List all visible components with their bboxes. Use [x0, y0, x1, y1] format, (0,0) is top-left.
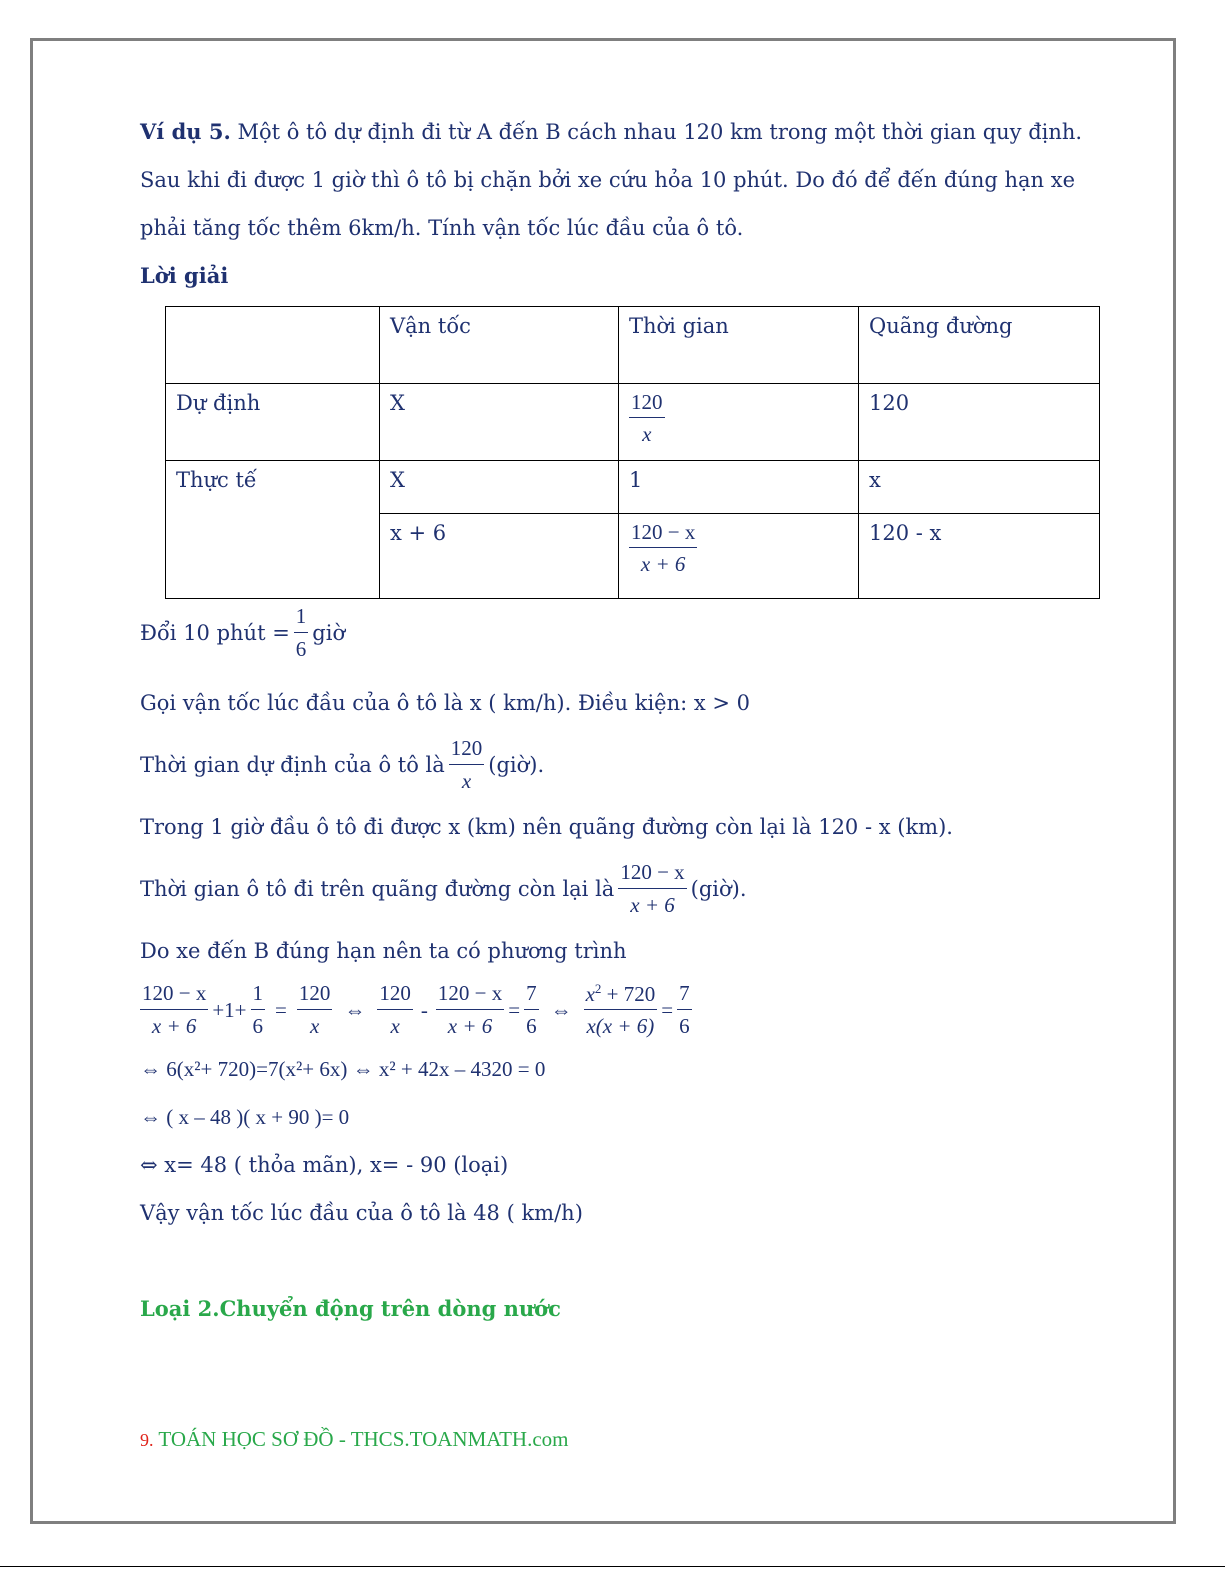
table-row-plan: [166, 384, 1100, 461]
factor-line: ⇔ ( x – 48 )( x + 90 )= 0: [140, 1105, 350, 1129]
page-footer: [140, 1427, 568, 1452]
first-hour-line: Trong 1 giờ đầu ô tô đi được x (km) nên quãng đường còn lại là 120 - x (km).: [140, 815, 953, 839]
let-variable-line: Gọi vận tốc lúc đầu của ô tô là x ( km/h). Điều kiện: x > 0: [140, 691, 751, 715]
plan-time-fraction: $\frac{120}{x}$: [631, 390, 663, 447]
example-label: Ví dụ 5.: [140, 119, 231, 144]
planned-time-line: Thời gian dự định của ô tô là $\frac{120}{x}$ (giờ).: [140, 736, 545, 793]
table-header-distance: Quãng đường: [859, 307, 1100, 384]
section-heading-type-2: Loại 2.Chuyển động trên dòng nước: [140, 1296, 561, 1321]
motion-table: [165, 306, 1100, 599]
actual-speed-2: x + 6: [380, 514, 619, 599]
eq-fraction-4: $\frac{120}{x}$: [379, 981, 411, 1038]
eq-fraction-2: $\frac{1}{6}$: [252, 981, 264, 1038]
actual-speed-1: X: [380, 461, 619, 514]
eq-fraction-6: $\frac{7}{6}$: [526, 981, 537, 1038]
document-body: [140, 108, 1110, 1333]
actual-time-1: 1: [619, 461, 859, 514]
eq-fraction-7: $\frac{x^2 + 720}{x(x + 6)}$: [585, 980, 656, 1038]
iff-symbol-2: ⇔: [550, 998, 572, 1022]
plan-speed: X: [380, 384, 619, 461]
planned-time-fraction: $\frac{120}{x}$: [450, 736, 483, 793]
solution-heading: Lời giải: [140, 263, 229, 288]
plan-time: [619, 384, 859, 461]
conclusion-line: Vậy vận tốc lúc đầu của ô tô là 48 ( km/h): [140, 1201, 583, 1225]
footer-text: TOÁN HỌC SƠ ĐỒ - THCS.TOANMATH.com: [153, 1427, 569, 1451]
remaining-time-line: Thời gian ô tô đi trên quãng đường còn lại là $\frac{120 - x}{x + 6}$ (giờ).: [140, 860, 747, 917]
table-row-actual-1: [166, 461, 1100, 514]
table-header-row: [166, 307, 1100, 384]
roots-line: ⇔ x= 48 ( thỏa mãn), x= - 90 (loại): [140, 1153, 509, 1177]
eq-fraction-3: $\frac{120}{x}$: [298, 981, 331, 1038]
actual-distance-2: 120 - x: [859, 514, 1100, 599]
actual-label: Thực tế: [166, 461, 380, 599]
eq-fraction-1: $\frac{120 - x}{x + 6}$: [142, 981, 207, 1038]
equation-intro-line: Do xe đến B đúng hạn nên ta có phương trình: [140, 939, 627, 963]
plan-label: Dự định: [166, 384, 380, 461]
expand-line: ⇔ 6(x²+ 720)=7(x²+ 6x) ⇔ x² + 42x – 4320 = 0: [140, 1057, 546, 1081]
example-line-2: Sau khi đi được 1 giờ thì ô tô bị chặn bởi xe cứu hỏa 10 phút. Do đó để đến đúng hạn xe: [140, 168, 1076, 192]
remaining-time-fraction: $\frac{120 - x}{x + 6}$: [620, 860, 685, 917]
example-line-1: Ví dụ 5. Một ô tô dự định đi từ A đến B cách nhau 120 km trong một thời gian quy định.: [140, 119, 1083, 144]
example-line-3: phải tăng tốc thêm 6km/h. Tính vận tốc lúc đầu của ô tô.: [140, 216, 744, 240]
table-header-time: Thời gian: [619, 307, 859, 384]
plan-distance: 120: [859, 384, 1100, 461]
table-header-empty: [166, 307, 380, 384]
iff-symbol: ⇔: [344, 998, 366, 1022]
page-bottom-rule: [0, 1566, 1225, 1567]
actual-distance-1: x: [859, 461, 1100, 514]
convert-line: Đổi 10 phút = $\frac{1}{6}$ giờ: [140, 604, 346, 661]
main-equation: $\frac{120 - x}{x + 6}$ +1+ $\frac{1}{6}$ = $\frac{120}{x}$ ⇔ $\frac{120}{x}$ - $\frac{120 - x}{x + 6}$ = $\frac{7}{6}$ ⇔ $\frac{x^2 + 720}{x(x + 6)}$ = $\frac{7}{6}$: [142, 980, 690, 1038]
actual-time-fraction: $\frac{120 - x}{x + 6}$: [631, 520, 696, 577]
eq-fraction-8: $\frac{7}{6}$: [679, 981, 690, 1038]
one-sixth-fraction: $\frac{1}{6}$: [295, 604, 307, 661]
actual-time-2: [619, 514, 859, 599]
page-number: 9.: [140, 1430, 154, 1450]
eq-fraction-5: $\frac{120 - x}{x + 6}$: [437, 981, 503, 1038]
table-header-speed: Vận tốc: [380, 307, 619, 384]
